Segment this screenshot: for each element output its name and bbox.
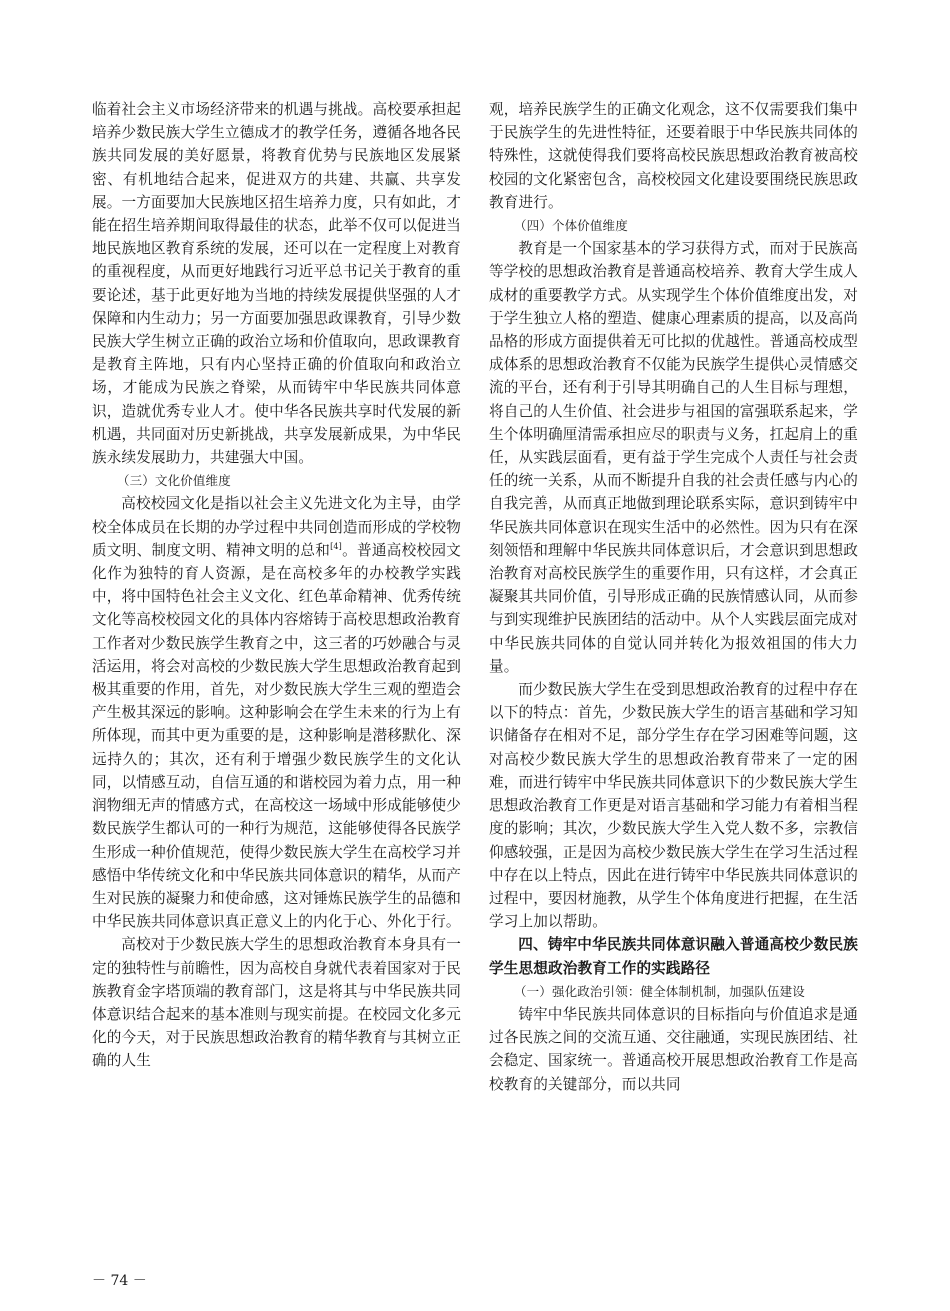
citation-4: [4] xyxy=(330,542,342,551)
right-column xyxy=(489,98,858,1096)
paragraph-left-2-text-a: 高校校园文化是指以社会主义先进文化为主导，由学校全体成员在长期的办学过程中共同创造而形成的学校物质文明、制度文明、精神文明的总和 xyxy=(92,495,461,559)
left-column xyxy=(92,98,461,1073)
page-number: － 74 － xyxy=(92,1273,147,1289)
subheading-political-guidance: （一）强化政治引领：健全体制机制，加强队伍建设 xyxy=(514,983,805,999)
paragraph-left-2 xyxy=(92,492,461,933)
paragraph-left-2-text-b: 。普通高校校园文化作为独特的育人资源，是在高校多年的办校教学实践中，将中国特色社会主义文化、红色革命精神、优秀传统文化等高校校园文化的具体内容熔铸于高校思想政治教育工作者对少数民族学生教育之中，这三者的巧妙融合与灵活运用，将会对高校的少数民族大学生思想政治教育起到极其重要的作用，首先，对少数民族大学生三观的塑造会产生极其深远的影响。这种影响会在学生未来的行为上有所体现，而其中更为重要的是，这种影响是潜移默化、深远持久的；其次，还有利于增强少数民族学生的文化认同，以情感互动，自信互通的和谐校园为着力点，用一种润物细无声的情感方式，在高校这一场域中形成能够使少数民族学生都认可的一种行为规范，这能够使得各民族学生形成一种价值规范，使得少数民族大学生在高校学习并感悟中华传统文化和中华民族共同体意识的精华，从而产生对民族的凝聚力和使命感，这对锤炼民族学生的品德和中华民族共同体意识真正意义上的内化于心、外化于行。 xyxy=(92,541,462,931)
paragraph-left-3: 高校对于少数民族大学生的思想政治教育本身具有一定的独特性与前瞻性，因为高校自身就代表着国家对于民族教育金字塔顶端的教育部门，这是将其与中华民族共同体意识结合起来的基本准则与现实前提。在校园文化多元化的今天，对于民族思想政治教育的精华教育与其树立正确的人生 xyxy=(92,936,461,1070)
subheading-cultural-value: （三）文化价值维度 xyxy=(117,473,231,489)
paragraph-right-4: 铸牢中华民族共同体意识的目标指向与价值追求是通过各民族之间的交流互通、交往融通，实现民族团结、社会稳定、国家统一。普通高校开展思想政治教育工作是高校教育的关键部分，而以共同 xyxy=(489,1005,858,1093)
section-heading-4: 四、铸牢中华民族共同体意识融入普通高校少数民族学生思想政治教育工作的实践路径 xyxy=(489,936,858,977)
paragraph-right-2: 教育是一个国家基本的学习获得方式，而对于民族高等学校的思想政治教育是普通高校培养、教育大学生成人成材的重要教学方式。从实现学生个体价值维度出发，对于学生独立人格的塑造、健康心理素质的提高，以及高尚品格的形成方面提供着无可比拟的优越性。普通高校成型成体系的思想政治教育不仅能为民族学生提供心灵情感交流的平台，还有利于引导其明确自己的人生目标与理想，将自己的人生价值、社会进步与祖国的富强联系起来，学生个体明确厘清需承担应尽的职责与义务，扛起肩上的重任，从实践层面看，更有益于学生完成个人责任与社会责任的统一关系，从而不断提升自我的社会责任感与内心的自我完善，从而真正地做到理论联系实际，意识到铸牢中华民族共同体意识在现实生活中的必然性。因为只有在深刻领悟和理解中华民族共同体意识后，才会意识到思想政治教育对高校民族学生的重要作用，只有这样，才会真正凝聚其共同价值，引导形成正确的民族情感认同，从而参与到实现维护民族团结的活动中。从个人实践层面完成对中华民族共同体的自觉认同并转化为报效祖国的伟大力量。 xyxy=(489,240,858,675)
paragraph-left-1: 临着社会主义市场经济带来的机遇与挑战。高校要承担起培养少数民族大学生立德成才的教学任务，遵循各地各民族共同发展的美好愿景，将教育优势与民族地区发展紧密、有机地结合起来，促进双方的共建、共赢、共享发展。一方面要加大民族地区招生培养力度，只有如此，才能在招生培养期间取得最佳的状态，此举不仅可以促进当地民族地区教育系统的发展，还可以在一定程度上对教育的重视程度，从而更好地践行习近平总书记关于教育的重要论述，基于此更好地为当地的持续发展提供坚强的人才保障和内生动力；另一方面要加强思政课教育，引导少数民族大学生树立正确的政治立场和价值取向，思政课教育是教育主阵地，只有内心坚持正确的价值取向和政治立场，才能成为民族之脊梁，从而铸牢中华民族共同体意识，造就优秀专业人才。使中华各民族共享时代发展的新机遇，共同面对历史新挑战，共享发展新成果，为中华民族永续发展助力，共建强大中国。 xyxy=(92,101,461,467)
paragraph-right-3: 而少数民族大学生在受到思想政治教育的过程中存在以下的特点：首先，少数民族大学生的语言基础和学习知识储备存在相对不足，部分学生存在学习困难等问题，这对高校少数民族大学生的思想政治教育带来了一定的困难，而进行铸牢中华民族共同体意识下的少数民族大学生思想政治教育工作更是对语言基础和学习能力有着相当程度的影响；其次，少数民族大学生入党人数不多，宗教信仰感较强，正是因为高校少数民族大学生在学习生活过程中存在以上特点，因此在进行铸牢中华民族共同体意识的过程中，要因材施教，从学生个体角度进行把握，在生活学习上加以帮助。 xyxy=(489,681,858,931)
paragraph-right-1: 观，培养民族学生的正确文化观念，这不仅需要我们集中于民族学生的先进性特征，还要着眼于中华民族共同体的特殊性，这就使得我们要将高校民族思想政治教育被高校校园的文化紧密包含，高校校园文化建设要围绕民族思政教育进行。 xyxy=(489,101,858,211)
subheading-individual-value: （四）个体价值维度 xyxy=(514,218,628,234)
